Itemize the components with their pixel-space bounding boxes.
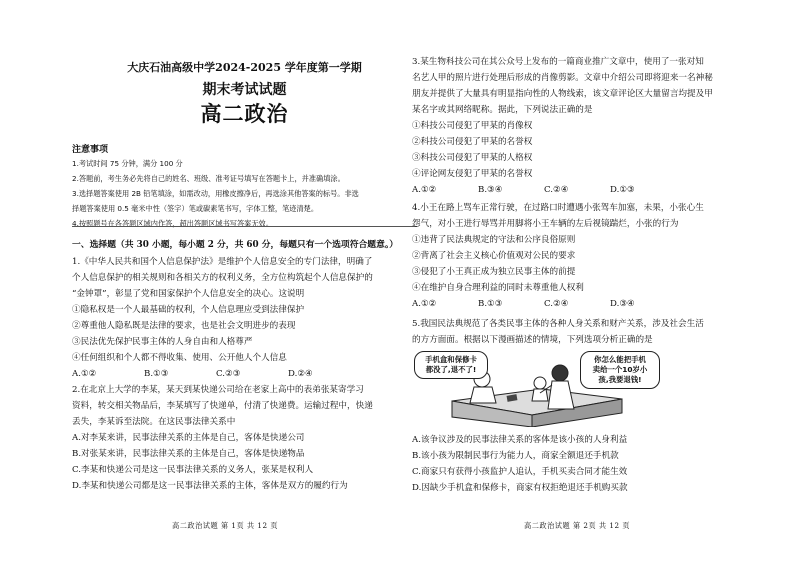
question-text: 某名字或其网络昵称。据此，下列说法正确的是 — [412, 105, 593, 115]
option-b[interactable]: B.①③ — [144, 369, 169, 379]
option-d[interactable]: D.③④ — [610, 299, 635, 309]
right-column — [412, 0, 757, 561]
note-item: 2.答题前，考生务必先将自己的姓名、班级、准考证号填写在答题卡上，并准确填涂。 — [72, 174, 345, 183]
option-d[interactable]: D.因缺少手机盒和保修卡，商家有权拒绝退还手机购买款 — [412, 483, 628, 493]
question-text: 2.在北京上大学的李某，某天到某快递公司给在老家上高中的表弟张某寄学习 — [72, 385, 364, 395]
answer-options — [72, 366, 417, 382]
question-text: 个人信息保护的相关规则和各相关方的权利义务，全方位构筑起个人信息保护的 — [72, 273, 373, 283]
school-term-title: 大庆石油高级中学2024-2025 学年度第一学期 — [127, 61, 362, 74]
option-d[interactable]: D.李某和快递公司都是这一民事法律关系的主体，客体是双方的履约行为 — [72, 481, 348, 491]
speech-bubble-shopkeeper — [414, 351, 488, 379]
bubble-line: 手机盒和保修卡 — [425, 355, 477, 364]
question-text: 朋友并提供了大量具有明显指向性的人物线索，该文章评论区大量留言均提及甲 — [412, 89, 713, 99]
statement-item: ②尊重他人隐私既是法律的要求，也是社会文明进步的表现 — [72, 321, 296, 331]
notes-list — [72, 156, 417, 231]
cartoon-illustration — [412, 349, 712, 427]
option-b[interactable]: B.①③ — [478, 299, 503, 309]
answer-options — [412, 296, 757, 312]
divider — [72, 226, 417, 227]
statement-item: ②科技公司侵犯了甲某的名誉权 — [412, 137, 533, 147]
statement-item: ④任何组织和个人都不得收集、使用、公开他人个人信息 — [72, 353, 287, 363]
statement-item: ④评论网友侵犯了甲某的名誉权 — [412, 169, 533, 179]
section-title: 一、选择题（共 30 小题，每小题 2 分，共 60 分，每题只有一个选项符合题意。） — [72, 240, 399, 250]
option-c[interactable]: C.②④ — [544, 299, 569, 309]
question-5 — [412, 316, 757, 348]
note-item: 3.选择题答案使用 2B 铅笔填涂，如需改动，用橡皮擦净后，再选涂其他答案的标号。非选 — [72, 189, 359, 198]
bubble-line: 孩,我要退钱! — [598, 375, 642, 384]
question-text: 怨气，对小王进行辱骂并用脚将小王车辆的左后视镜踹烂，小张的行为 — [412, 219, 679, 229]
option-c[interactable]: C.李某和快递公司是这一民事法律关系的义务人，张某是权利人 — [72, 465, 314, 475]
question-text: 5.我国民法典规范了各类民事主体的各种人身关系和财产关系，涉及社会生活 — [412, 319, 704, 329]
statement-item: ②背离了社会主义核心价值观对公民的要求 — [412, 251, 576, 261]
option-a[interactable]: A.①② — [412, 299, 437, 309]
option-a[interactable]: A.对李某来讲，民事法律关系的主体是自己，客体是快递公司 — [72, 433, 305, 443]
question-text: 名艺人甲的照片进行处理后形成的肖像剪影。文章中介绍公司即将迎来一名神秘 — [412, 73, 713, 83]
page-footer-left: 高二政治试题 第 1页 共 12 页 — [172, 521, 279, 530]
option-b[interactable]: B.该小孩为限制民事行为能力人，商家全额退还手机款 — [412, 451, 619, 461]
option-c[interactable]: C.商家只有获得小孩监护人追认，手机买卖合同才能生效 — [412, 467, 628, 477]
note-item: 1.考试时间 75 分钟，满分 100 分 — [72, 159, 183, 168]
option-d[interactable]: D.②④ — [288, 369, 313, 379]
exam-title: 期末考试试题 — [202, 82, 287, 98]
option-b[interactable]: B.③④ — [478, 185, 503, 195]
question-text: 丢失，李某诉至法院。在这民事法律关系中 — [72, 417, 236, 427]
option-a[interactable]: A.①② — [72, 369, 97, 379]
statement-item: ③民法优先保护民事主体的人身自由和人格尊严 — [72, 337, 253, 347]
option-c[interactable]: C.②③ — [216, 369, 241, 379]
subject-title: 高二政治 — [200, 101, 289, 126]
statement-item: ①隐私权是一个人最基础的权利，个人信息理应受到法律保护 — [72, 305, 305, 315]
statement-item: ④在维护自身合理利益的同时未尊重他人权利 — [412, 283, 584, 293]
question-2 — [72, 382, 417, 494]
note-item: 择题答案使用 0.5 毫米中性（签字）笔或碳素笔书写，字体工整，笔迹清楚。 — [72, 204, 319, 213]
question-text: 1.《中华人民共和国个人信息保护法》是维护个人信息安全的专门法律，明确了 — [72, 257, 373, 267]
note-item: 4.按照题号在各答题区域内作答，超出答题区域书写答案无效。 — [72, 219, 273, 228]
question-text: “金钟罩”，彰显了党和国家保护个人信息安全的决心。这说明 — [72, 289, 305, 299]
question-text: 的方方面面。根据以下漫画描述的情境，下列选项分析正确的是 — [412, 335, 653, 345]
option-c[interactable]: C.②④ — [544, 185, 569, 195]
statement-item: ①违背了民法典规定的守法和公序良俗原则 — [412, 235, 576, 245]
statement-item: ①科技公司侵犯了甲某的肖像权 — [412, 121, 533, 131]
question-text: 资料，转交相关物品后，李某填写了快递单，付清了快递费。运输过程中，快递 — [72, 401, 373, 411]
speech-bubble-parent — [580, 351, 660, 389]
notes-title: 注意事项 — [72, 145, 109, 155]
option-a[interactable]: A.①② — [412, 185, 437, 195]
bubble-line: 都没了,退不了! — [425, 365, 477, 374]
question-3 — [412, 54, 757, 198]
option-a[interactable]: A.该争议涉及的民事法律关系的客体是该小孩的人身利益 — [412, 435, 628, 445]
bubble-line: 卖给一个10岁小 — [592, 365, 648, 374]
bubble-line: 你怎么能把手机 — [594, 355, 646, 364]
answer-options — [412, 182, 757, 198]
option-d[interactable]: D.①③ — [610, 185, 635, 195]
question-1 — [72, 254, 417, 382]
left-column — [72, 0, 417, 561]
page-footer-right: 高二政治试题 第 2页 共 12 页 — [524, 521, 631, 530]
statement-item: ③科技公司侵犯了甲某的人格权 — [412, 153, 533, 163]
option-b[interactable]: B.对张某来讲，民事法律关系的主体是自己，客体是快递物品 — [72, 449, 305, 459]
statement-item: ③侵犯了小王真正成为独立民事主体的前提 — [412, 267, 576, 277]
question-text: 4.小王在路上骂车正常行驶，在过路口时遭遇小张驾车加塞，未果，小张心生 — [412, 203, 704, 213]
question-4 — [412, 200, 757, 312]
question-text: 3.某生物科技公司在其公众号上发布的一篇商业推广文章中，使用了一张对知 — [412, 57, 704, 67]
question-5-options — [412, 432, 757, 496]
